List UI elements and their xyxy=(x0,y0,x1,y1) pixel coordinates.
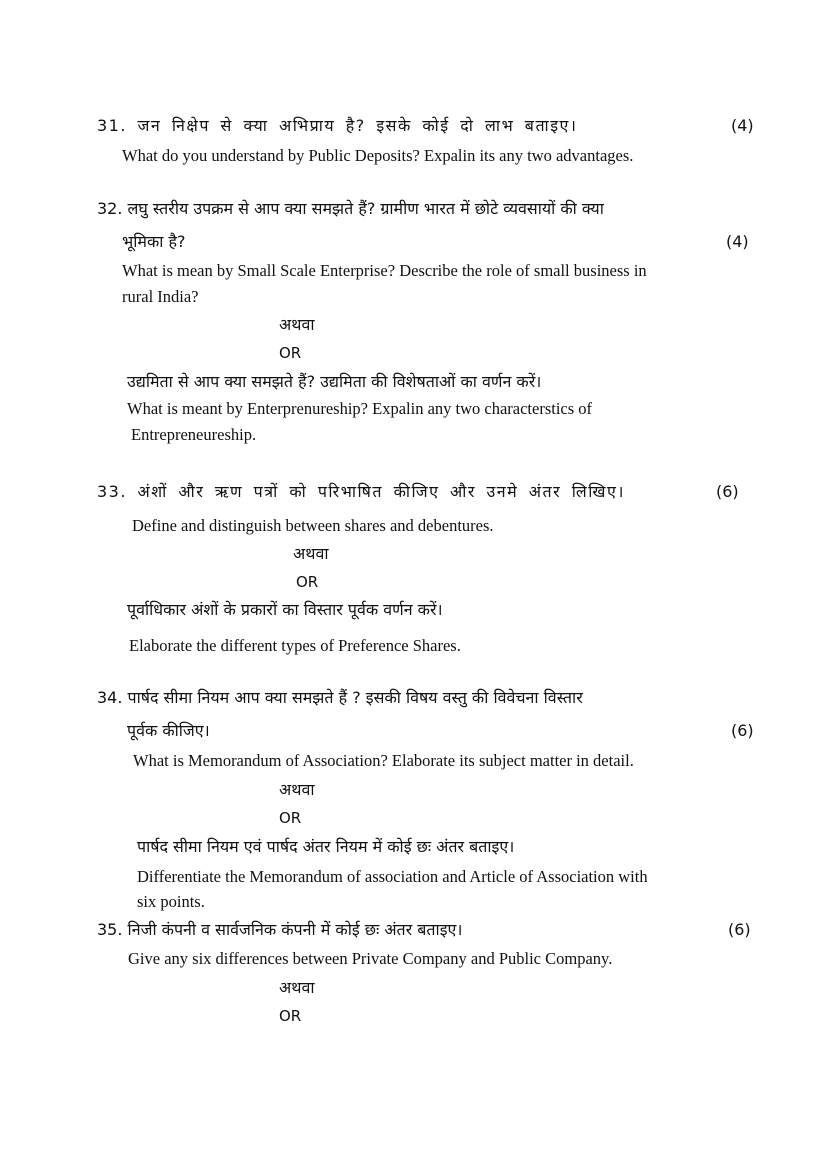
or-english: OR xyxy=(279,344,302,362)
question-hindi-text: निजी कंपनी व सार्वजनिक कंपनी में कोई छः अंतर बताइए। xyxy=(127,920,463,939)
question-number: 31. xyxy=(97,116,127,135)
question-33-alt-hindi: पूर्वाधिकार अंशों के प्रकारों का विस्तार पूर्वक वर्णन करें। xyxy=(127,600,443,619)
or-hindi: अथवा xyxy=(279,780,315,799)
question-hindi-text: लघु स्तरीय उपक्रम से आप क्या समझते हैं? ग्रामीण भारत में छोटे व्यवसायों की क्या xyxy=(127,199,604,218)
question-number: 32. xyxy=(97,199,123,218)
question-number: 35. xyxy=(97,920,123,939)
question-32-alt-english-line-2: Entrepreneureship. xyxy=(131,425,257,444)
question-34-alt-english-line-2: six points. xyxy=(137,892,205,911)
question-number: 34. xyxy=(97,688,123,707)
question-32-hindi-line-1 xyxy=(97,199,604,218)
question-number: 33. xyxy=(97,482,127,501)
question-33-english: Define and distinguish between shares and debentures. xyxy=(132,516,494,535)
question-32-marks: (4) xyxy=(726,232,749,251)
question-35-hindi xyxy=(97,920,462,939)
or-hindi: अथवा xyxy=(279,978,315,997)
question-hindi-text: जन निक्षेप से क्या अभिप्राय है? इसके कोई दो लाभ बताइए। xyxy=(137,116,578,135)
question-34-marks: (6) xyxy=(731,721,754,740)
question-hindi-text: अंशों और ऋण पत्रों को परिभाषित कीजिए और उनमे अंतर लिखिए। xyxy=(137,482,625,501)
question-34-english: What is Memorandum of Association? Elaborate its subject matter in detail. xyxy=(133,751,634,770)
question-34-alt-english-line-1: Differentiate the Memorandum of association and Article of Association with xyxy=(137,867,648,886)
question-hindi-text: पार्षद सीमा नियम आप क्या समझते हैं ? इसकी विषय वस्तु की विवेचना विस्तार xyxy=(127,688,583,707)
question-33-alt-english: Elaborate the different types of Preference Shares. xyxy=(129,636,461,655)
question-31-english: What do you understand by Public Deposits? Expalin its any two advantages. xyxy=(122,146,634,165)
question-31-hindi xyxy=(97,116,577,135)
question-32-alt-english-line-1: What is meant by Enterprenureship? Expalin any two characterstics of xyxy=(127,399,593,418)
question-33-hindi xyxy=(97,482,625,501)
question-34-alt-hindi: पार्षद सीमा नियम एवं पार्षद अंतर नियम में कोई छः अंतर बताइए। xyxy=(137,837,515,856)
question-35-english: Give any six differences between Private Company and Public Company. xyxy=(128,949,613,968)
question-31-marks: (4) xyxy=(731,116,754,135)
or-hindi: अथवा xyxy=(293,544,329,563)
question-33-marks: (6) xyxy=(716,482,739,501)
question-34-hindi-line-1 xyxy=(97,688,583,707)
question-32-english-line-2: rural India? xyxy=(122,287,199,306)
or-hindi: अथवा xyxy=(279,315,315,334)
or-english: OR xyxy=(279,1007,302,1025)
or-english: OR xyxy=(279,809,302,827)
question-32-hindi-line-2: भूमिका है? xyxy=(122,232,186,251)
question-34-hindi-line-2: पूर्वक कीजिए। xyxy=(127,721,210,740)
question-32-english-line-1: What is mean by Small Scale Enterprise? Describe the role of small business in xyxy=(122,261,647,280)
question-32-alt-hindi: उद्यमिता से आप क्या समझते हैं? उद्यमिता की विशेषताओं का वर्णन करें। xyxy=(127,372,542,391)
question-35-marks: (6) xyxy=(728,920,751,939)
or-english: OR xyxy=(296,573,319,591)
